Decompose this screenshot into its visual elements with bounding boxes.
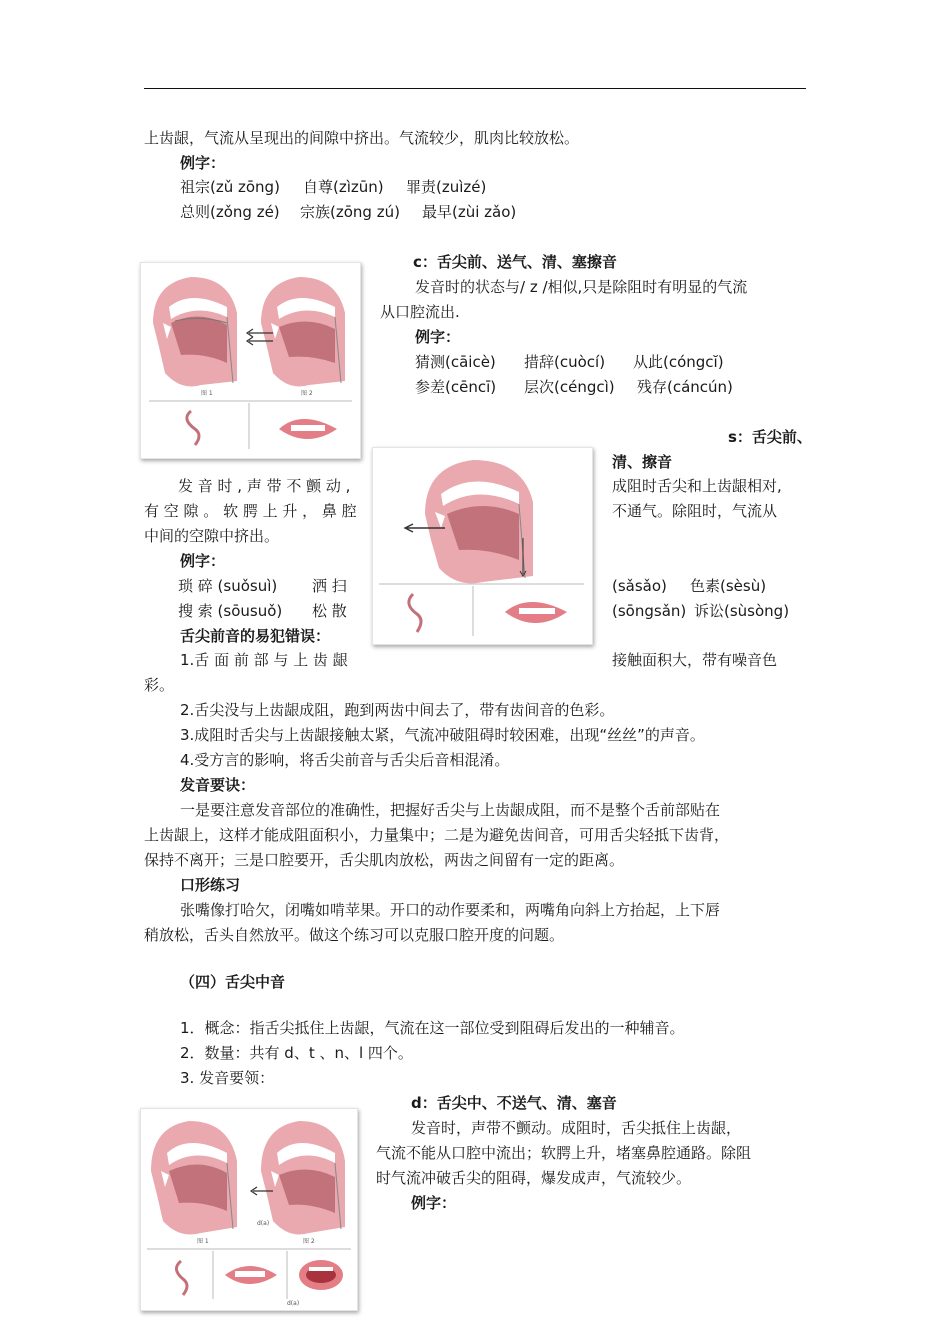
s-example-label: 例字： — [180, 552, 226, 570]
tips-heading: 发音要诀： — [180, 776, 256, 794]
example-word: (sǎsǎo) — [612, 577, 667, 595]
example-word: 洒 扫 — [312, 577, 347, 595]
example-word: 自尊(zìzūn) — [303, 178, 384, 196]
example-word: (sōngsǎn) — [612, 602, 687, 620]
s-left-line-2: 有 空 隙 。 软 腭 上 升 ， 鼻 腔 — [144, 502, 357, 520]
phoneme-label: d(a) — [287, 1300, 300, 1307]
error-1-left: 1.舌 面 前 部 与 上 齿 龈 — [180, 651, 348, 669]
error-1-wrap: 彩。 — [144, 676, 175, 694]
section-4-concept: 1．概念：指舌尖抵住上齿龈，气流在这一部位受到阻碍后发出的一种辅音。 — [180, 1019, 685, 1037]
tongue-shape-icon — [176, 1261, 187, 1295]
example-word: 搜 索 (sōusuǒ) — [178, 602, 283, 620]
mouth-line-2: 稍放松，舌头自然放平。做这个练习可以克服口腔开度的问题。 — [144, 926, 565, 944]
tips-line-3: 保持不离开；三是口腔要开，舌尖肌肉放松，两齿之间留有一定的距离。 — [144, 851, 625, 869]
s-example-right-2 — [612, 599, 789, 624]
mouth-cross-section-icon — [153, 277, 237, 387]
s-right-line-2: 不通气。除阻时，气流从 — [612, 502, 778, 520]
tips-line-2: 上齿龈上，这样才能成阻面积小，力量集中；二是为避免齿间音，可用舌尖轻抵下齿背， — [144, 826, 730, 844]
tongue-shape-icon — [187, 411, 199, 445]
open-lips-icon — [299, 1260, 343, 1290]
example-word: 色素(sèsù) — [690, 577, 767, 595]
error-2: 2.舌尖没与上齿龈成阻，跑到两齿中间去了，带有齿间音的色彩。 — [180, 701, 615, 719]
example-word: 残存(cáncún) — [637, 378, 733, 396]
mouth-heading: 口形练习 — [180, 876, 241, 894]
articulation-diagram — [373, 448, 592, 644]
intro-example-row-2 — [180, 200, 516, 225]
s-left-line-3: 中间的空隙中挤出。 — [144, 527, 280, 545]
errors-heading: 舌尖前音的易犯错误： — [180, 627, 331, 645]
figure-s-articulation — [372, 447, 593, 645]
tips-line-1: 一是要注意发音部位的准确性，把握好舌尖与上齿龈成阻，而不是整个舌前部贴在 — [180, 801, 721, 819]
phoneme-label: d(a) — [257, 1220, 270, 1227]
error-3: 3.成阻时舌尖与上齿龈接触太紧，气流冲破阻碍时较困难，出现“丝丝”的声音。 — [180, 726, 705, 744]
c-line-2: 从口腔流出. — [380, 303, 460, 321]
example-word: 宗族(zōng zú) — [300, 203, 400, 221]
figure-label: 图 1 — [201, 390, 213, 397]
section-4-essentials: 3. 发音要领： — [180, 1069, 275, 1087]
lips-icon — [279, 419, 337, 439]
d-example-label: 例字： — [411, 1194, 457, 1212]
articulation-diagram — [141, 1109, 357, 1310]
figure-c-articulation — [140, 262, 361, 459]
c-example-label: 例字： — [415, 328, 461, 346]
lips-icon — [225, 1266, 277, 1284]
mouth-cross-section-icon — [261, 277, 345, 387]
s-heading-a: s：舌尖前、 — [728, 428, 812, 446]
s-heading-b: 清、擦音 — [612, 453, 673, 471]
s-example-left-2 — [178, 599, 347, 624]
example-word: 松 散 — [312, 602, 347, 620]
c-line-1: 发音时的状态与/ z /相似,只是除阻时有明显的气流 — [415, 278, 748, 296]
section-4-title: （四）舌尖中音 — [180, 973, 286, 991]
d-line-3: 时气流冲破舌尖的阻碍，爆发成声，气流较少。 — [376, 1169, 692, 1187]
error-1-right: 接触面积大，带有噪音色 — [612, 651, 778, 669]
c-example-row-1 — [415, 350, 724, 375]
section-4-count: 2．数量：共有 d、t 、n、l 四个。 — [180, 1044, 413, 1062]
error-4: 4.受方言的影响，将舌尖前音与舌尖后音相混淆。 — [180, 751, 510, 769]
c-example-row-2 — [415, 375, 733, 400]
intro-line: 上齿龈，气流从呈现出的间隙中挤出。气流较少，肌肉比较放松。 — [144, 129, 580, 147]
example-word: 诉讼(sùsòng) — [694, 602, 790, 620]
example-word: 从此(cóngcĭ) — [633, 353, 724, 371]
d-line-2: 气流不能从口腔中流出；软腭上升，堵塞鼻腔通路。除阻 — [376, 1144, 752, 1162]
mouth-cross-section-icon — [151, 1121, 237, 1235]
tongue-shape-icon — [409, 594, 421, 632]
example-word: 罪责(zuìzé) — [406, 178, 487, 196]
example-word: 总则(zǒng zé) — [180, 203, 280, 221]
figure-label: 图 2 — [303, 1238, 315, 1245]
example-word: 层次(céngcì) — [524, 378, 615, 396]
example-word: 琐 碎 (suǒsuì) — [178, 577, 278, 595]
example-word: 猜测(cāicè) — [415, 353, 496, 371]
mouth-cross-section-icon — [425, 460, 533, 583]
figure-d-articulation — [140, 1108, 358, 1311]
d-heading: d：舌尖中、不送气、清、塞音 — [411, 1094, 617, 1112]
example-word: 措辞(cuòcí) — [524, 353, 606, 371]
lips-icon — [505, 602, 567, 623]
d-line-1: 发音时，声带不颤动。成阻时，舌尖抵住上齿龈， — [411, 1119, 742, 1137]
figure-label: 图 1 — [197, 1238, 209, 1245]
figure-label: 图 2 — [301, 390, 313, 397]
example-word: 参差(cēncī) — [415, 378, 497, 396]
example-word: 最早(zùi zǎo) — [422, 203, 517, 221]
mouth-line-1: 张嘴像打哈欠，闭嘴如啃苹果。开口的动作要柔和，两嘴角向斜上方抬起，上下唇 — [180, 901, 721, 919]
c-heading: c：舌尖前、送气、清、塞擦音 — [413, 253, 617, 271]
intro-example-label: 例字： — [180, 154, 226, 172]
header-rule — [144, 88, 806, 89]
s-left-line-1: 发 音 时 , 声 带 不 颤 动 , — [178, 477, 351, 495]
s-right-line-1: 成阻时舌尖和上齿龈相对, — [612, 477, 782, 495]
s-example-left-1 — [178, 574, 347, 599]
example-word: 祖宗(zǔ zōng) — [180, 178, 280, 196]
intro-example-row-1 — [180, 175, 486, 200]
mouth-cross-section-icon — [261, 1121, 345, 1235]
s-example-right-1 — [612, 574, 766, 599]
articulation-diagram — [141, 263, 360, 458]
